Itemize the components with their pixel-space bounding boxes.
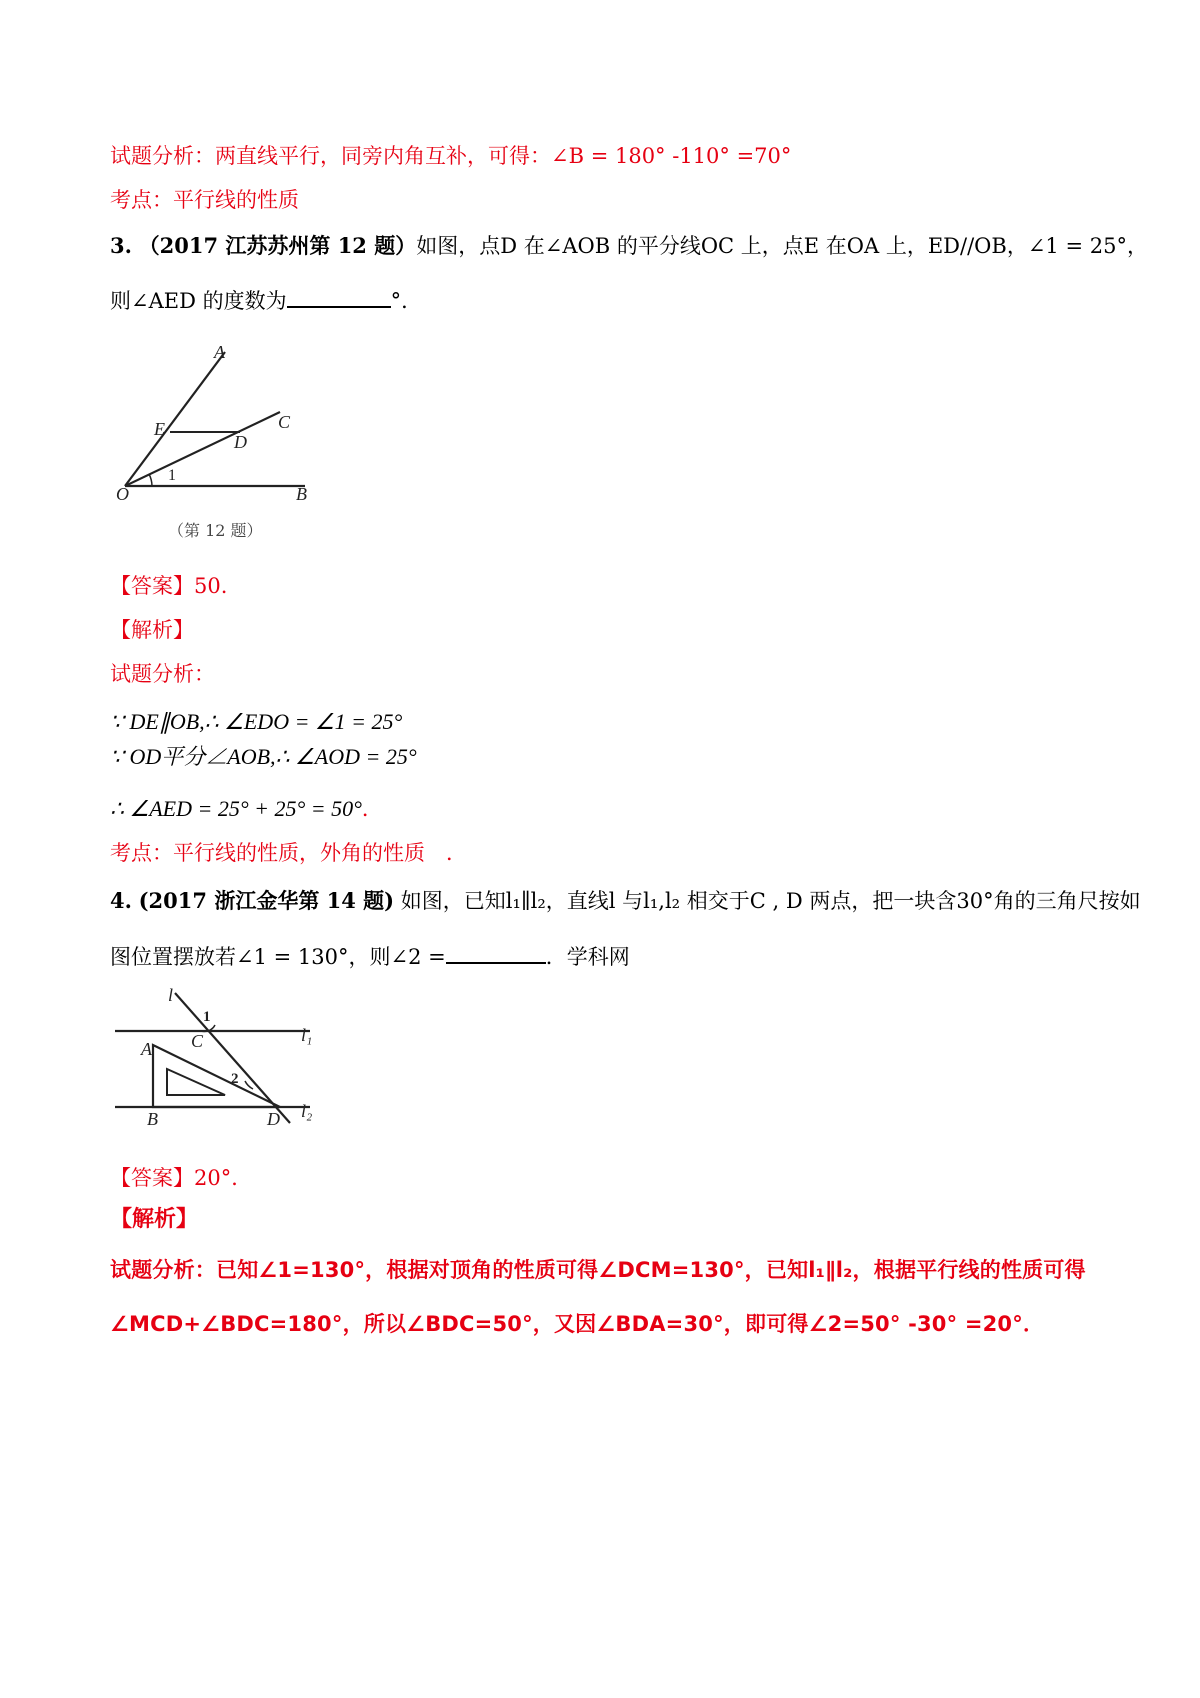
prev-analysis: 试题分析：两直线平行，同旁内角互补，可得：∠B = 180° -110° =70° <box>110 144 792 168</box>
q4-figure <box>115 985 345 1135</box>
q4-answer-blank <box>446 942 546 964</box>
q4-stem-line1 <box>110 887 1141 915</box>
q3-text-b-post: °． <box>390 289 423 313</box>
q3-text-a: 如图，点D 在∠AOB 的平分线OC 上，点E 在OA 上，ED//OB，∠1 = 25°， <box>416 234 1148 258</box>
label-b: B <box>296 484 307 504</box>
label-a: A <box>214 342 225 362</box>
triangle-outer <box>153 1045 280 1107</box>
label-1: 1 <box>168 467 176 484</box>
q3-step3 <box>110 795 383 823</box>
label-d: D <box>234 432 247 452</box>
figure-caption: （第 12 题） <box>168 521 263 540</box>
label-2: 2 <box>231 1071 239 1087</box>
prev-kaodian: 考点：平行线的性质 <box>110 188 299 212</box>
q3-answer: 【答案】50. <box>110 574 228 598</box>
q3-stem-line2 <box>110 286 422 315</box>
q3-kaodian: 考点：平行线的性质，外角的性质 ． <box>110 841 467 865</box>
q4-text-a: 如图，已知l₁∥l₂，直线l 与l₁,l₂ 相交于C , D 两点，把一块含30°角的三角尺按如 <box>400 889 1141 913</box>
q3-analysis-head: 试题分析： <box>110 662 215 686</box>
q4-text-b-pre: 图位置摆放若∠1 = 130°，则∠2 = <box>110 945 446 969</box>
q4-answer: 【答案】20°． <box>110 1166 253 1190</box>
label-a: A <box>141 1039 152 1059</box>
ray-oc <box>125 412 280 486</box>
angle-1-arc <box>149 474 152 486</box>
q4-analysis-line2: ∠MCD+∠BDC=180°，所以∠BDC=50°，又因∠BDA=30°，即可得∠2=50° -30° =20°． <box>110 1312 1045 1336</box>
ray-oa <box>125 352 225 486</box>
q3-step1: ∵ DE∥OB,∴ ∠EDO = ∠1 = 25° <box>110 709 403 734</box>
label-l2: l₂ <box>301 1101 313 1121</box>
q3-stem-line1 <box>110 232 1148 260</box>
q4-stem-line2 <box>110 942 630 971</box>
q3-step2: ∵ OD平分∠AOB,∴ ∠AOD = 25° <box>110 744 417 769</box>
q3-figure <box>110 340 310 555</box>
q3-jiexi: 【解析】 <box>110 618 194 642</box>
label-c: C <box>191 1031 204 1051</box>
q3-number: 3. <box>110 233 132 258</box>
triangle-inner <box>167 1069 225 1095</box>
q3-step3-math: ∴ ∠AED = 25° + 25° = 50° <box>110 796 362 821</box>
q3-source: （2017 江苏苏州第 12 题） <box>138 233 417 258</box>
q4-text-b-post: ．学科网 <box>545 945 630 969</box>
label-e: E <box>154 419 165 439</box>
q3-answer-blank <box>287 286 391 308</box>
label-l1: l₁ <box>301 1025 313 1045</box>
angle-2-arc <box>245 1081 253 1089</box>
q4-number: 4. <box>110 888 132 913</box>
label-1: 1 <box>203 1009 211 1025</box>
q3-step3-tail: ． <box>361 797 383 821</box>
q4-jiexi: 【解析】 <box>110 1206 199 1232</box>
q3-text-b-pre: 则∠AED 的度数为 <box>110 289 287 313</box>
label-o: O <box>116 484 129 504</box>
label-l: l <box>168 985 174 1005</box>
q4-source: (2017 浙江金华第 14 题) <box>138 888 395 913</box>
label-c: C <box>278 412 291 432</box>
q4-analysis-line1: 试题分析：已知∠1=130°，根据对顶角的性质可得∠DCM=130°，已知l₁∥l₂，根据平行线的性质可得 <box>110 1258 1086 1282</box>
label-d: D <box>267 1109 280 1129</box>
label-b: B <box>147 1109 158 1129</box>
